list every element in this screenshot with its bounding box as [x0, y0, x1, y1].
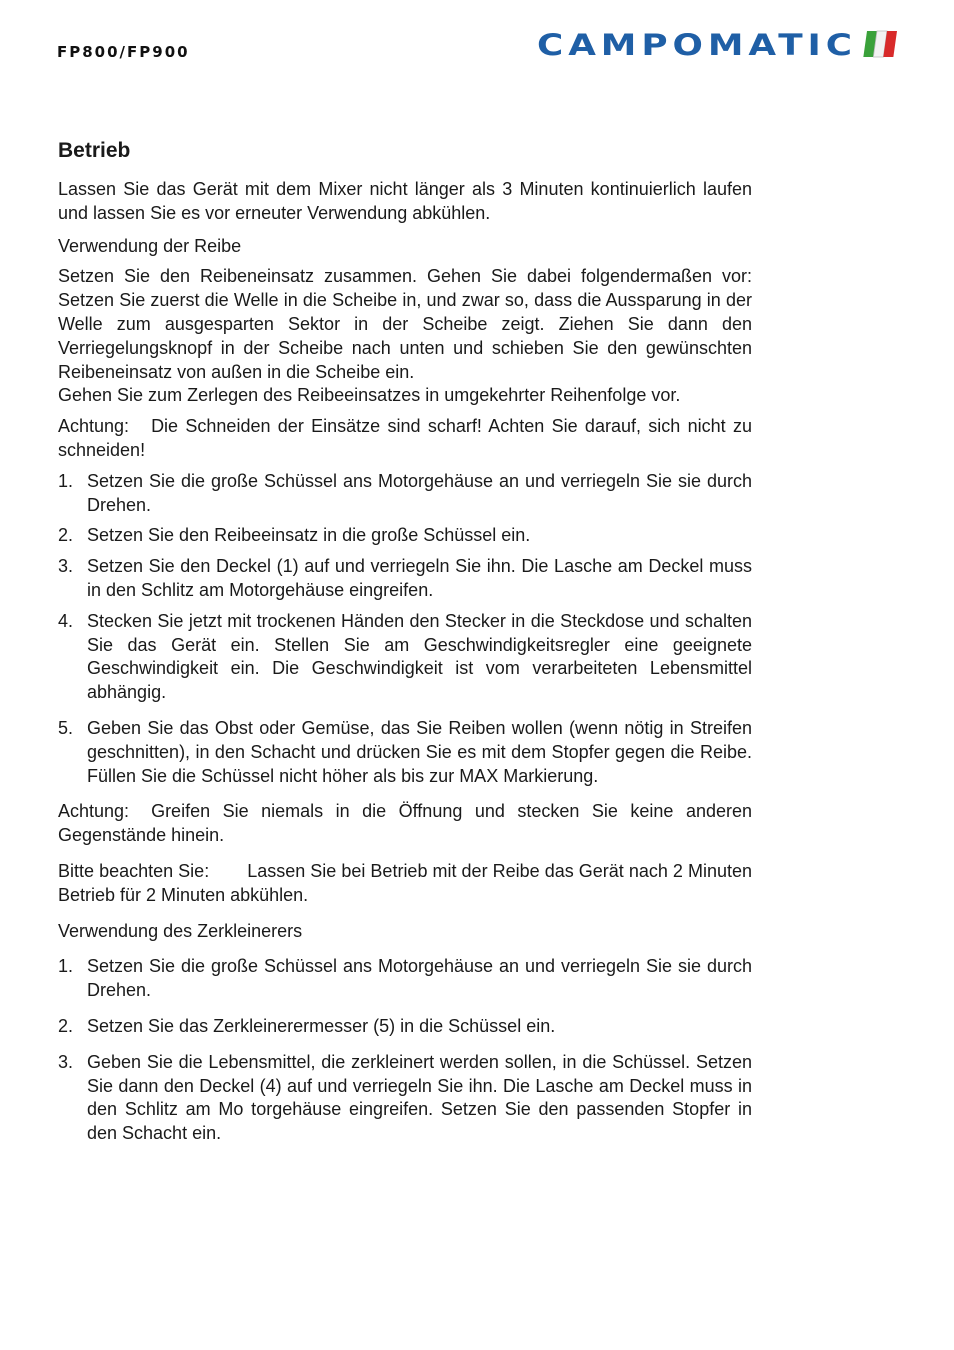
list-item [58, 717, 752, 788]
step-number: 1. [58, 470, 74, 491]
page-content [58, 138, 752, 1153]
step-number: 1. [58, 956, 74, 977]
grater-steps [58, 470, 752, 789]
section-heading: Betrieb [58, 139, 131, 162]
step-text: Setzen Sie die große Schüssel ans Motorgehäuse an und verriegeln Sie sie durch Drehen. [87, 470, 752, 515]
step-number: 5. [58, 717, 74, 738]
chopper-subheading: Verwendung des Zerkleinerers [58, 920, 303, 941]
chopper-steps [58, 955, 752, 1146]
intro-paragraph: Lassen Sie das Gerät mit dem Mixer nicht länger als 3 Minuten kontinuierlich laufen und lassen Sie es vor erneuter Verwendung abkühlen. [58, 179, 752, 223]
list-item [58, 955, 752, 1003]
blade-warning [58, 415, 752, 463]
step-text: Stecken Sie jetzt mit trockenen Händen den Stecker in die Steckdose und schalten Sie das Gerät ein. Stellen Sie am Geschwindigkeitsregler eine geeignete Geschwindigkeit ein. Die Geschwindigkeit ist vom verarbeiteten Lebensmittel abhängig. [87, 610, 752, 703]
note-label: Bitte beachten Sie: [58, 860, 210, 881]
model-label: FP800/FP900 [57, 43, 190, 61]
grater-subheading: Verwendung der Reibe [58, 235, 242, 256]
warning-text: Die Schneiden der Einsätze sind scharf! Achten Sie darauf, sich nicht zu schneiden! [58, 416, 752, 460]
warning-text: Greifen Sie niemals in die Öffnung und stecken Sie keine anderen Gegenstände hinein. [58, 801, 752, 846]
step-text: Setzen Sie das Zerkleinerermesser (5) in die Schüssel ein. [87, 1015, 556, 1036]
warning-label: Achtung: [58, 416, 130, 437]
note-text: Lassen Sie bei Betrieb mit der Reibe das Gerät nach 2 Minuten Betrieb für 2 Minuten abkühlen. [58, 860, 752, 905]
step-text: Setzen Sie den Reibeeinsatz in die große Schüssel ein. [87, 525, 531, 546]
italian-flag-icon [863, 31, 897, 57]
brand-logo [537, 28, 899, 62]
list-item [58, 610, 752, 705]
step-number: 3. [58, 556, 74, 577]
list-item [58, 1051, 752, 1146]
step-text: Setzen Sie den Deckel (1) auf und verriegeln Sie ihn. Die Lasche am Deckel muss in den Schlitz am Motorgehäuse eingreifen. [87, 556, 752, 600]
list-item [58, 470, 752, 518]
warning-label: Achtung: [58, 801, 130, 822]
step-text: Setzen Sie die große Schüssel ans Motorgehäuse an und verriegeln Sie sie durch Drehen. [87, 956, 752, 1001]
cooling-note [58, 860, 752, 908]
step-number: 2. [58, 525, 74, 546]
brand-wordmark: CAMPOMATIC [537, 28, 857, 62]
step-text: Geben Sie das Obst oder Gemüse, das Sie Reiben wollen (wenn nötig in Streifen geschnitten), in den Schacht und drücken Sie es mit dem Stopfer gegen die Reibe. Füllen Sie die Schüssel nicht höher als bis zur MAX Markierung. [87, 717, 752, 786]
opening-warning [58, 800, 752, 848]
step-number: 2. [58, 1015, 74, 1036]
grater-disassembly-text: Gehen Sie zum Zerlegen des Reibeeinsatzes in umgekehrter Reihenfolge vor. [58, 385, 681, 406]
step-text: Geben Sie die Lebensmittel, die zerkleinert werden sollen, in die Schüssel. Setzen Sie dann den Deckel (4) auf und verriegeln Sie ihn. Die Lasche am Deckel muss in den Schlitz am Mo torgehäuse eingreifen. Setzen Sie den passenden Stopfer in den Schacht ein. [87, 1051, 752, 1144]
list-item [58, 555, 752, 603]
step-number: 4. [58, 610, 74, 631]
list-item [58, 524, 752, 548]
list-item [58, 1015, 752, 1039]
grater-assembly-text: Setzen Sie den Reibeneinsatz zusammen. Gehen Sie dabei folgendermaßen vor: Setzen Sie zuerst die Welle in die Scheibe in, und zwar so, dass die Aussparung in der Welle zum ausgesparten Sektor in der Scheibe zeigt. Ziehen Sie dann den Verriegelungsknopf in der Scheibe nach unten und schieben Sie den gewünschten Reibeneinsatz von außen in die Scheibe ein. [58, 266, 752, 382]
step-number: 3. [58, 1051, 74, 1072]
